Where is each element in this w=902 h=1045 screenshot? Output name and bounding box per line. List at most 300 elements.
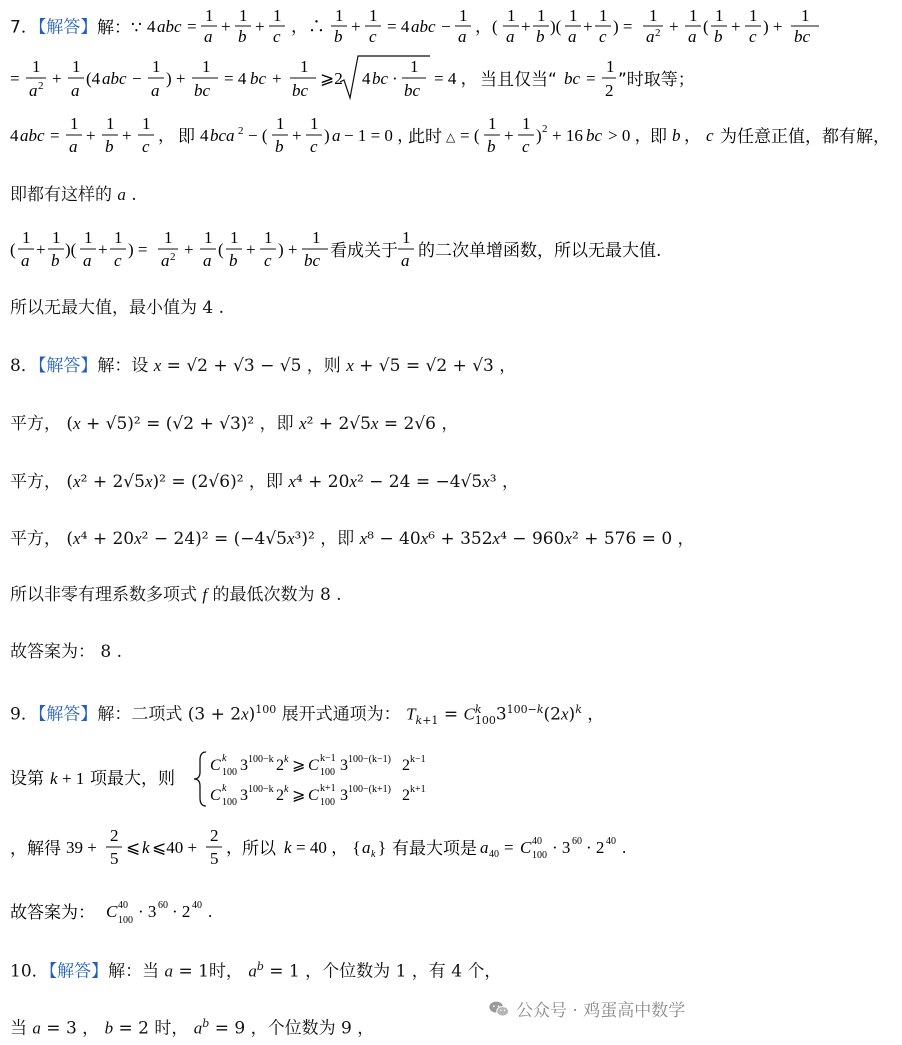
formula-text: 100−(k+1) (348, 784, 391, 795)
formula-text: 1 (84, 228, 93, 247)
formula-text: 100 (222, 767, 237, 778)
problem-number: 9． (10, 704, 38, 725)
formula-text: bc (194, 81, 211, 100)
solution-10-line-2: 当 a = 3 ， b = 2 时， $a^b = 9$ ，个位数为 9 ， (10, 1017, 375, 1039)
formula-text: 40 (192, 900, 202, 911)
formula-text: 1 (459, 6, 468, 25)
text-segment: 解：设 (97, 356, 154, 376)
formula-text: ) = (128, 240, 148, 259)
formula-text: 1 (273, 6, 282, 25)
formula-text: 的二次单增函数，所以无最大值. (418, 241, 662, 261)
text-segment: 平方， (10, 472, 61, 492)
formula-segment: x (73, 414, 81, 433)
solution-8-line-2: 平方， (x + √5)² = (√2 + √3)² ，即 x² + 2√5x = 2√6 ， (10, 414, 459, 434)
formula-text: ⩾2 (320, 69, 343, 88)
formula-text: 当且仅当“ (480, 70, 557, 90)
formula-text: 1 (32, 57, 41, 76)
formula-text: + (504, 126, 514, 145)
formula-text: bc (404, 81, 421, 100)
formula-text: bc (292, 81, 309, 100)
formula-text: 1 (649, 6, 658, 25)
brace (194, 752, 206, 806)
formula-segment: x (349, 472, 357, 491)
formula-text: 项最大，则 (90, 769, 175, 789)
formula-text: ， (226, 838, 243, 857)
formula-text: c (310, 137, 318, 156)
formula-text: b (672, 126, 681, 145)
formula-segment: x (564, 529, 572, 548)
formula-text: ⩽ (126, 838, 141, 857)
formula-text: = (50, 126, 60, 145)
formula-segment: T (406, 704, 416, 724)
formula-text: = (187, 17, 197, 36)
formula-text: 1 (369, 6, 378, 25)
formula-text: 1 (239, 6, 248, 25)
formula-segment: x (144, 472, 153, 491)
formula-text: bc (250, 69, 267, 88)
formula-text: 2 (402, 787, 410, 804)
formula-segment: k (575, 703, 582, 716)
formula-text: b (714, 27, 723, 46)
formula-segment: x (346, 356, 354, 375)
formula-text: 1 (114, 228, 123, 247)
formula-text: abc (411, 17, 436, 36)
formula-segment: x (288, 472, 296, 491)
formula-text: 5 (210, 849, 219, 868)
formula-segment: 100−k (506, 703, 544, 716)
formula-text: C (210, 757, 221, 774)
formula-text: k+1 (410, 784, 426, 795)
formula-text: 3 (240, 757, 248, 774)
text-segment: 个位数为 (322, 961, 396, 982)
formula-text: 100 (222, 797, 237, 808)
formula-text: b (487, 137, 496, 156)
formula-text: 1 (335, 6, 344, 25)
formula-segment: x (482, 472, 490, 491)
text-segment: 时， (148, 1018, 189, 1039)
formula-text: abc (20, 126, 45, 145)
formula-text: 2 (110, 826, 119, 845)
formula-text: 40 (118, 900, 128, 911)
formula-text: )( (550, 17, 562, 36)
formula-text: ，( (475, 17, 498, 36)
formula-text: ) + (166, 69, 186, 88)
formula-segment: C (463, 704, 475, 724)
solution-10-line-1: 10．【解答】解：当 a = 1时， $a^b = 1$ ，个位数为 1 ，有 4 个， (10, 960, 502, 982)
formula-text: 100 (320, 797, 335, 808)
formula-text: − (441, 17, 451, 36)
formula-text: + (86, 126, 96, 145)
formula-text: 100−k (248, 754, 274, 765)
formula-text: ( (703, 17, 709, 36)
watermark-text: 公众号 · 鸡蛋高中数学 (516, 1001, 686, 1021)
text-segment: 解：二项式 (97, 704, 188, 725)
formula-text: + (184, 240, 194, 259)
formula-text: ， (158, 126, 175, 145)
formula-segment: x (299, 414, 307, 433)
formula-text: c (599, 27, 607, 46)
formula-text: 1 (606, 57, 615, 76)
text-segment: 解：当 (108, 961, 165, 982)
formula-text: k−1 (410, 754, 426, 765)
solution-7-line-6 (10, 296, 894, 320)
formula-text: = ( (460, 126, 480, 145)
formula-text: 2 (210, 826, 219, 845)
formula-segment: k 100 (474, 703, 496, 728)
formula-text: b (334, 27, 343, 46)
formula-text: } (378, 838, 387, 857)
formula-segment: x (73, 529, 81, 548)
text-segment: 时， (208, 961, 243, 982)
formula-text: 1 (410, 57, 419, 76)
formula-text: ( (10, 240, 16, 259)
formula-text: a (69, 137, 78, 156)
formula-segment: x (359, 529, 368, 548)
formula-segment: 100 (255, 703, 277, 716)
formula-text: C (308, 757, 319, 774)
formula-text: · 3 (138, 902, 157, 921)
formula-text: ) + (278, 240, 298, 259)
formula-text: 设第 (10, 769, 44, 789)
formula-text: bc (586, 126, 603, 145)
text-segment: 即 (265, 472, 289, 492)
formula-text: c (114, 251, 122, 270)
formula-text: 2 (238, 125, 244, 137)
formula-7-2 (10, 52, 695, 108)
text-segment: 当 (10, 1018, 33, 1039)
solution-8-line-4: 平方， (x⁴ + 20x² − 24)² = (−4√5x³)² ，即 x⁸ − 40x⁶ + 352x⁴ − 960x² + 576 = 0 ， (10, 529, 695, 549)
formula-text: 3 (240, 787, 248, 804)
formula-text: 1 (205, 6, 214, 25)
formula-text: a (401, 251, 410, 270)
solution-7-line-1 (10, 8, 894, 48)
formula-segment: a (32, 1018, 41, 1038)
formula-text: = 4 ， (434, 69, 478, 88)
problem-number: 7． (10, 17, 38, 38)
formula-7-1 (97, 6, 837, 46)
formula-text: k (222, 783, 227, 794)
formula-text: 1 (152, 57, 161, 76)
solution-7-line-4 (10, 183, 894, 207)
formula-text: k+1 (320, 783, 336, 794)
formula-text: 60 (158, 900, 168, 911)
formula-segment: x (73, 472, 81, 491)
formula-text: )( (65, 240, 77, 259)
formula-text: k (371, 849, 376, 860)
formula-text: · 2 (172, 902, 191, 921)
text-segment: 即都有这样的 (10, 185, 118, 205)
formula-text: + 1 (62, 769, 85, 788)
formula-segment: x (286, 529, 295, 548)
formula-text: a (83, 251, 92, 270)
formula-text: bc (794, 27, 811, 46)
formula-text: ) (324, 126, 330, 145)
formula-text: + (52, 69, 62, 88)
formula-text: 1 (599, 6, 608, 25)
solution-9-line-4 (10, 898, 894, 935)
formula-text: C (106, 902, 118, 921)
text-segment: 所以无最大值，最小值为 (10, 298, 203, 318)
formula-text: 1 (300, 57, 309, 76)
formula-segment: b (202, 1017, 210, 1030)
solution-9-line-2 (10, 748, 894, 810)
formula-text: · (392, 69, 398, 88)
formula-text: 2 (276, 787, 284, 804)
formula-segment: x (420, 529, 429, 548)
formula-segment: x (153, 356, 162, 375)
formula-text: bca (210, 126, 235, 145)
formula-text: = 4 (387, 17, 410, 36)
formula-text: > 0 ， (608, 126, 652, 145)
formula-segment: a (248, 961, 257, 981)
formula-segment: a (164, 961, 174, 981)
formula-text: 2 (276, 757, 284, 774)
formula-text: 所以 (242, 839, 276, 859)
formula-text: + 16 (552, 126, 583, 145)
formula-text: 解：∵ (97, 18, 143, 38)
formula-text: 2 (542, 123, 548, 135)
text-segment: 所以非零有理系数多项式 (10, 585, 203, 605)
formula-9-4 (10, 898, 250, 928)
formula-text: 1 (164, 228, 173, 247)
formula-text: a (362, 838, 371, 857)
formula-text: 5 (110, 849, 119, 868)
problem-number: 10． (10, 961, 49, 982)
number: 4 . (202, 298, 225, 318)
answer-tag: 【解答】 (37, 17, 98, 38)
text-segment: 平方， (10, 414, 61, 434)
formula-7-3 (10, 114, 894, 164)
text-segment: . (125, 185, 137, 205)
solution-8-line-1: 8．【解答】解：设 x = √2 + √3 − √5 ，则 x + √5 = √2 + √3 ， (10, 356, 517, 376)
formula-text: k (222, 753, 227, 764)
formula-text: + (351, 17, 361, 36)
formula-text: c (369, 27, 377, 46)
solution-9-line-3 (10, 826, 894, 883)
formula-text: 1 (204, 228, 213, 247)
formula-text: c (264, 251, 272, 270)
text-segment: 有 (428, 961, 452, 982)
formula-text: 有最大项是 (392, 839, 477, 859)
answer-tag: 【解答】 (37, 356, 98, 376)
formula-text: 2 (605, 81, 614, 100)
formula-text: 100 (320, 767, 335, 778)
formula-text: · 2 (586, 838, 605, 857)
formula-text: 40 (606, 836, 616, 847)
text-segment: 即 (276, 414, 300, 434)
formula-text: − 1 = 0 ， (344, 126, 415, 145)
formula-text: a (203, 251, 212, 270)
formula-text: 4 (147, 17, 156, 36)
solution-8-line-3: 平方， (x² + 2√5x)² = (2√6)² ，即 x⁴ + 20x² − 24 = −4√5x³ ， (10, 472, 519, 492)
formula-text: 1 (569, 6, 578, 25)
formula-text: k (50, 769, 58, 788)
formula-text: ) = (613, 17, 633, 36)
formula-text: c (273, 27, 281, 46)
formula-text: k−1 (320, 753, 336, 764)
formula-text: 1 (70, 114, 79, 133)
text-segment: 则 (323, 356, 347, 376)
formula-text: 1 (142, 114, 151, 133)
formula-text: 100 (532, 850, 547, 861)
formula-text: 2 (170, 251, 176, 263)
formula-text: 60 (572, 836, 582, 847)
formula-text: 1 (202, 57, 211, 76)
formula-text: a (688, 27, 697, 46)
formula-text: 1 (537, 6, 546, 25)
formula-text: ⩾ (292, 757, 306, 774)
formula-text: k (284, 754, 289, 765)
formula-7-5 (10, 228, 710, 278)
formula-text: + (521, 17, 531, 36)
formula-text: b (51, 251, 60, 270)
formula-text: 1 (749, 6, 758, 25)
formula-text: c (522, 137, 530, 156)
text-segment: 即 (337, 529, 360, 549)
watermark (488, 996, 685, 1021)
formula-segment: b (104, 1018, 114, 1038)
formula-text: b (229, 251, 238, 270)
solution-7-line-2 (10, 52, 894, 115)
formula-text: 1 (402, 228, 411, 247)
text-segment: 个位数为 (267, 1018, 342, 1039)
formula-text: 即 (650, 127, 667, 147)
formula-text: 1 (522, 114, 531, 133)
formula-text: b (536, 27, 545, 46)
formula-text: 1 (488, 114, 497, 133)
formula-text: c (706, 126, 714, 145)
formula-text: 1 (106, 114, 115, 133)
answer-tag: 【解答】 (48, 961, 109, 982)
variable-a: a (117, 185, 126, 204)
solution-7-line-5 (10, 228, 894, 285)
formula-text: 2 (655, 27, 661, 39)
formula-text: + (122, 126, 132, 145)
formula-text: 看成关于 (330, 241, 398, 261)
formula-text: = 4 (224, 69, 247, 88)
formula-text: bc (372, 69, 389, 88)
formula-9-3 (10, 826, 670, 876)
formula-text: 39 + (66, 838, 97, 857)
solution-8-line-6: 故答案为： 8 . (10, 642, 123, 662)
formula-9-2 (10, 748, 470, 810)
formula-text: + (36, 240, 46, 259)
formula-text: 此时 (408, 127, 442, 147)
formula-segment: f (202, 585, 208, 604)
formula-text: ”时取等； (618, 70, 695, 90)
formula-text: + (98, 240, 108, 259)
formula-text: abc (102, 69, 127, 88)
formula-text: + (221, 17, 231, 36)
formula-text: a (506, 27, 515, 46)
formula-text: a (161, 251, 170, 270)
formula-text: b (105, 137, 114, 156)
formula-text: 1 (276, 114, 285, 133)
formula-text: 1 (715, 6, 724, 25)
formula-text: 故答案为： (10, 903, 95, 923)
formula-text: ) + (763, 17, 783, 36)
formula-text: 40 (489, 849, 499, 860)
formula-text: a (458, 27, 467, 46)
formula-text: = (10, 69, 20, 88)
formula-text: C (308, 787, 319, 804)
formula-segment: a (193, 1018, 203, 1038)
formula-text: = (504, 838, 514, 857)
formula-text: (4 (86, 69, 101, 88)
formula-text: k (284, 838, 292, 857)
solution-9-line-1: 9．【解答】解：二项式 $(3 + 2x)^{100}$ 展开式通项为： $T_{k+1} = C$ k 100 $3^{100-k}(2x)^k$ ， (10, 703, 605, 728)
formula-text: − (132, 69, 142, 88)
formula-text: ，∴ (291, 17, 326, 36)
formula-text: − ( (248, 126, 268, 145)
formula-segment: k+1 (415, 714, 439, 728)
text-segment: 个， (462, 961, 502, 982)
formula-text: = 40 ， { (296, 838, 361, 857)
formula-text: 100−k (248, 784, 274, 795)
formula-text: + (583, 17, 593, 36)
formula-text: + (669, 17, 679, 36)
formula-text: 1 (507, 6, 516, 25)
formula-text: abc (157, 17, 182, 36)
formula-text: 1 (52, 228, 61, 247)
formula-text: b (238, 27, 247, 46)
formula-text: ， (684, 126, 701, 145)
formula-text: a (151, 81, 160, 100)
formula-text: ⩽40 + (152, 838, 198, 857)
formula-text: · 3 (552, 838, 571, 857)
formula-text: 4 (10, 126, 19, 145)
formula-text: + (731, 17, 741, 36)
formula-text: = (586, 69, 596, 88)
formula-segment: x (241, 704, 249, 724)
formula-text: ⩾ (292, 787, 306, 804)
formula-text: 4 (200, 126, 209, 145)
formula-text: . (208, 902, 213, 921)
formula-text: 1 (264, 228, 273, 247)
formula-text: a (332, 126, 341, 145)
formula-text: 2 (38, 80, 44, 92)
formula-text: a (646, 27, 655, 46)
formula-text: c (142, 137, 150, 156)
formula-segment: x (561, 704, 569, 724)
formula-text: ( (218, 240, 224, 259)
text-segment: 的最低次数为 (207, 585, 320, 605)
answer-tag: 【解答】 (37, 704, 98, 725)
formula-text: k (142, 838, 150, 857)
formula-text: a (204, 27, 213, 46)
formula-text: 1 (689, 6, 698, 25)
formula-text: a (29, 81, 38, 100)
formula-text: 1 (72, 57, 81, 76)
formula-text: 即 (178, 127, 195, 147)
formula-text: 1 (22, 228, 31, 247)
formula-text: k (284, 784, 289, 795)
formula-text: a (568, 27, 577, 46)
formula-text: 1 (230, 228, 239, 247)
formula-segment: x (492, 529, 501, 548)
text-segment: 展开式通项为： (276, 704, 401, 725)
formula-text: 1 (312, 228, 321, 247)
formula-text: 100−(k−1) (348, 754, 391, 765)
formula-text: bc (564, 69, 581, 88)
formula-text: 100 (118, 915, 133, 926)
text-segment: 故答案为： (10, 642, 95, 662)
formula-text: C (210, 787, 221, 804)
formula-text: + (255, 17, 265, 36)
formula-text: bc (304, 251, 321, 270)
formula-segment: x (370, 414, 379, 433)
solution-7-line-3 (10, 114, 894, 171)
